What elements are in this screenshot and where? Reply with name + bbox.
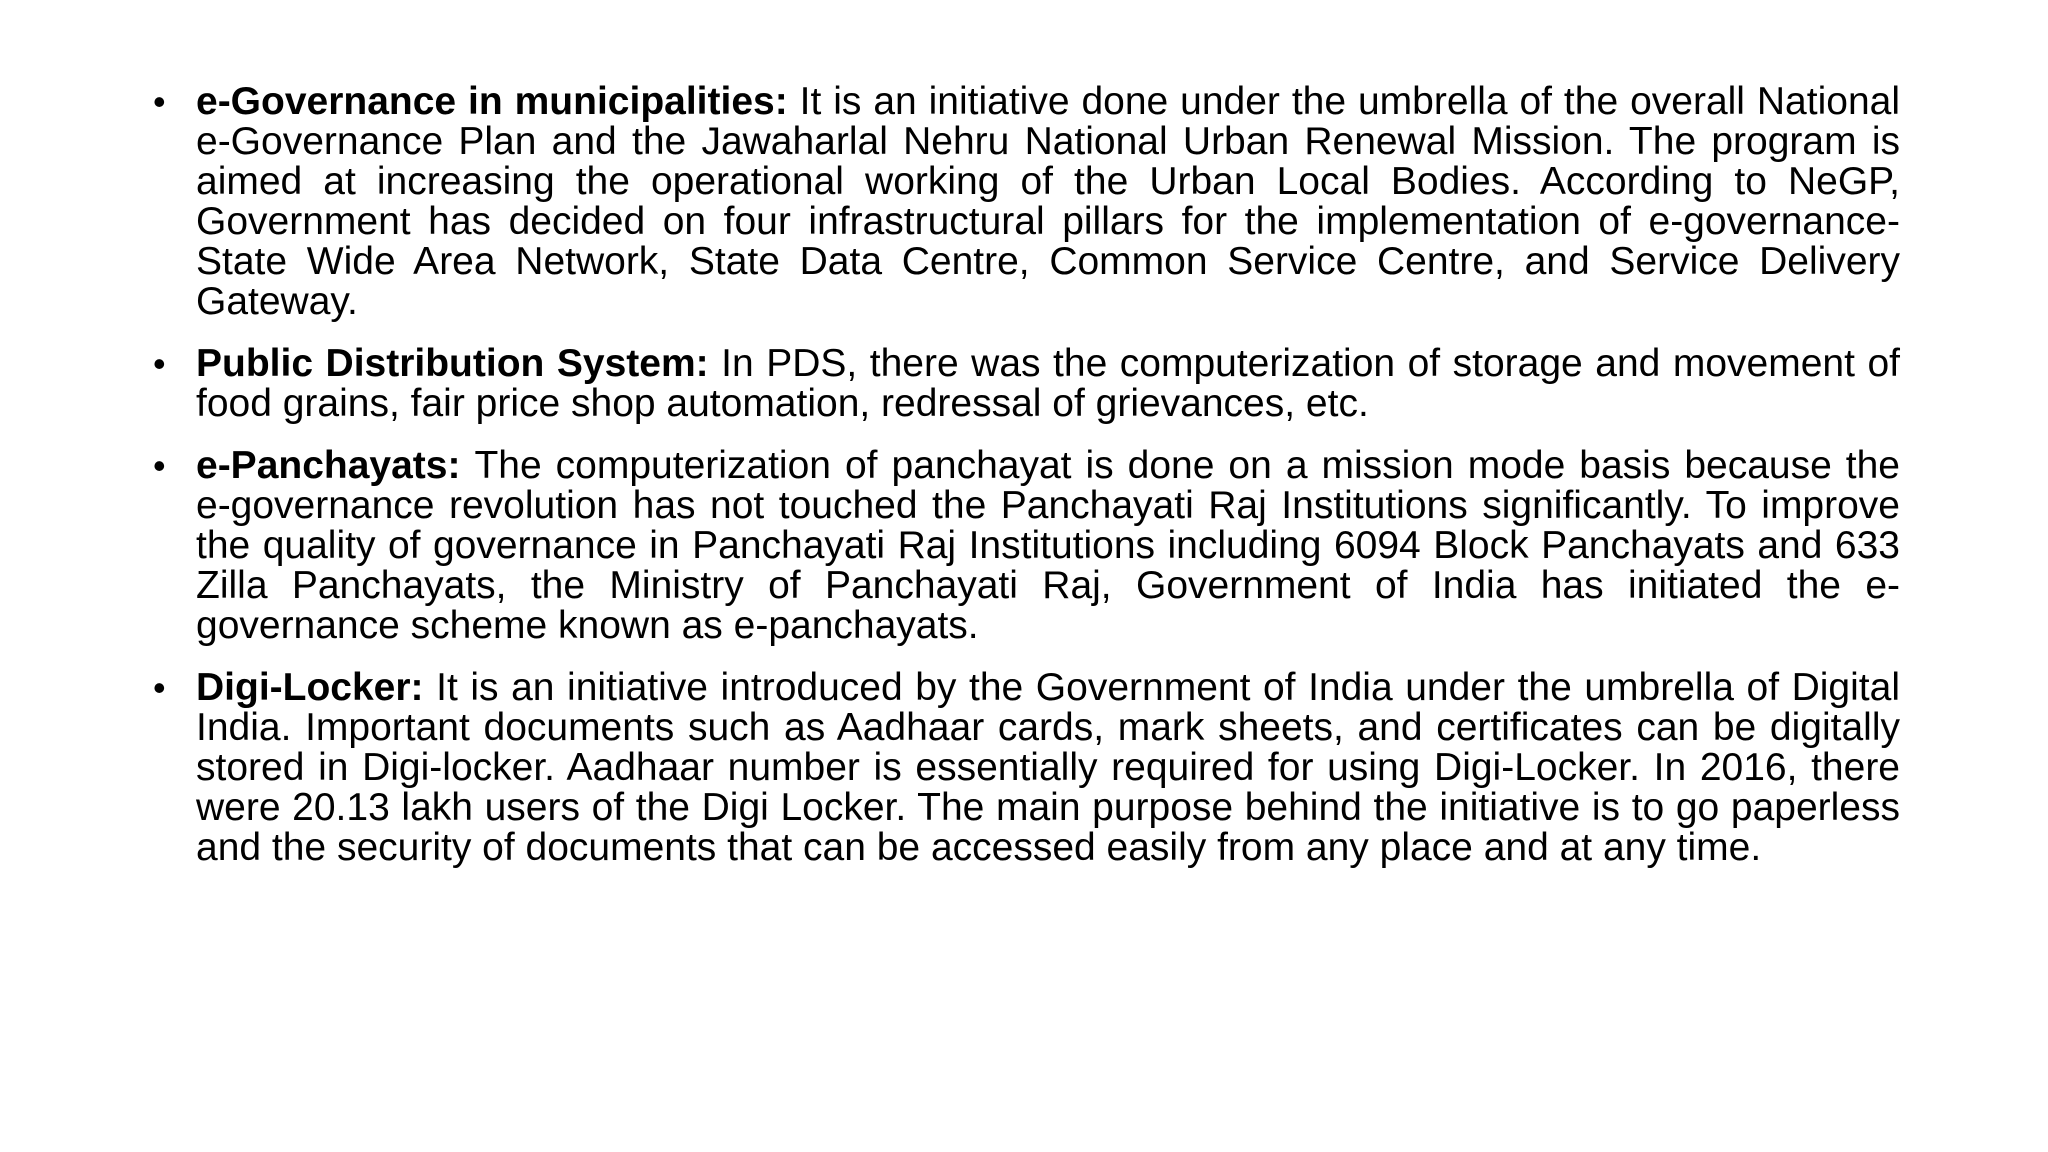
bullet-text: The computerization of panchayat is done on a mission mode basis because the e-governance revolution has not touched the Panchayati Raj Institutions significantly. To improve the quality of governance in Panchayati Raj Institutions including 6094 Block Panchayats and 633 Zilla Panchayats, the Ministry of Panchayati Raj, Government of India has initiated the e-governance scheme known as e-panchayats. — [196, 444, 1900, 647]
bullet-icon: • — [153, 667, 166, 708]
bullet-text: It is an initiative done under the umbrella of the overall National e-Governance Plan and the Jawaharlal Nehru National Urban Renewal Mission. The program is aimed at increasing the operational working of the Urban Local Bodies. According to NeGP, Government has decided on four infrastructural pillars for the implementation of e-governance- State Wide Area Network, State Data Centre, Common Service Centre, and Service Delivery Gateway. — [196, 80, 1900, 323]
bullet-item-e-panchayats — [150, 446, 1900, 646]
bullet-item-e-governance-municipalities — [150, 82, 1900, 322]
bullet-term: e-Governance in municipalities: — [196, 80, 800, 123]
bullet-term: e-Panchayats: — [196, 444, 475, 487]
bullet-icon: • — [153, 81, 166, 122]
bullet-text: It is an initiative introduced by the Government of India under the umbrella of Digital India. Important documents such as Aadhaar cards, mark sheets, and certificates can be digitally stored in Digi-locker. Aadhaar number is essentially required for using Digi-Locker. In 2016, there were 20.13 lakh users of the Digi Locker. The main purpose behind the initiative is to go paperless and the security of documents that can be accessed easily from any place and at any time. — [196, 666, 1900, 869]
bullet-icon: • — [153, 445, 166, 486]
bullet-item-public-distribution-system — [150, 344, 1900, 424]
bullet-term: Digi-Locker: — [196, 666, 437, 709]
bullet-icon: • — [153, 343, 166, 384]
bullet-item-digi-locker — [150, 668, 1900, 868]
bullet-list — [150, 82, 1900, 890]
bullet-text: In PDS, there was the computerization of storage and movement of food grains, fair price shop automation, redressal of grievances, etc. — [196, 342, 1900, 425]
bullet-term: Public Distribution System: — [196, 342, 722, 385]
